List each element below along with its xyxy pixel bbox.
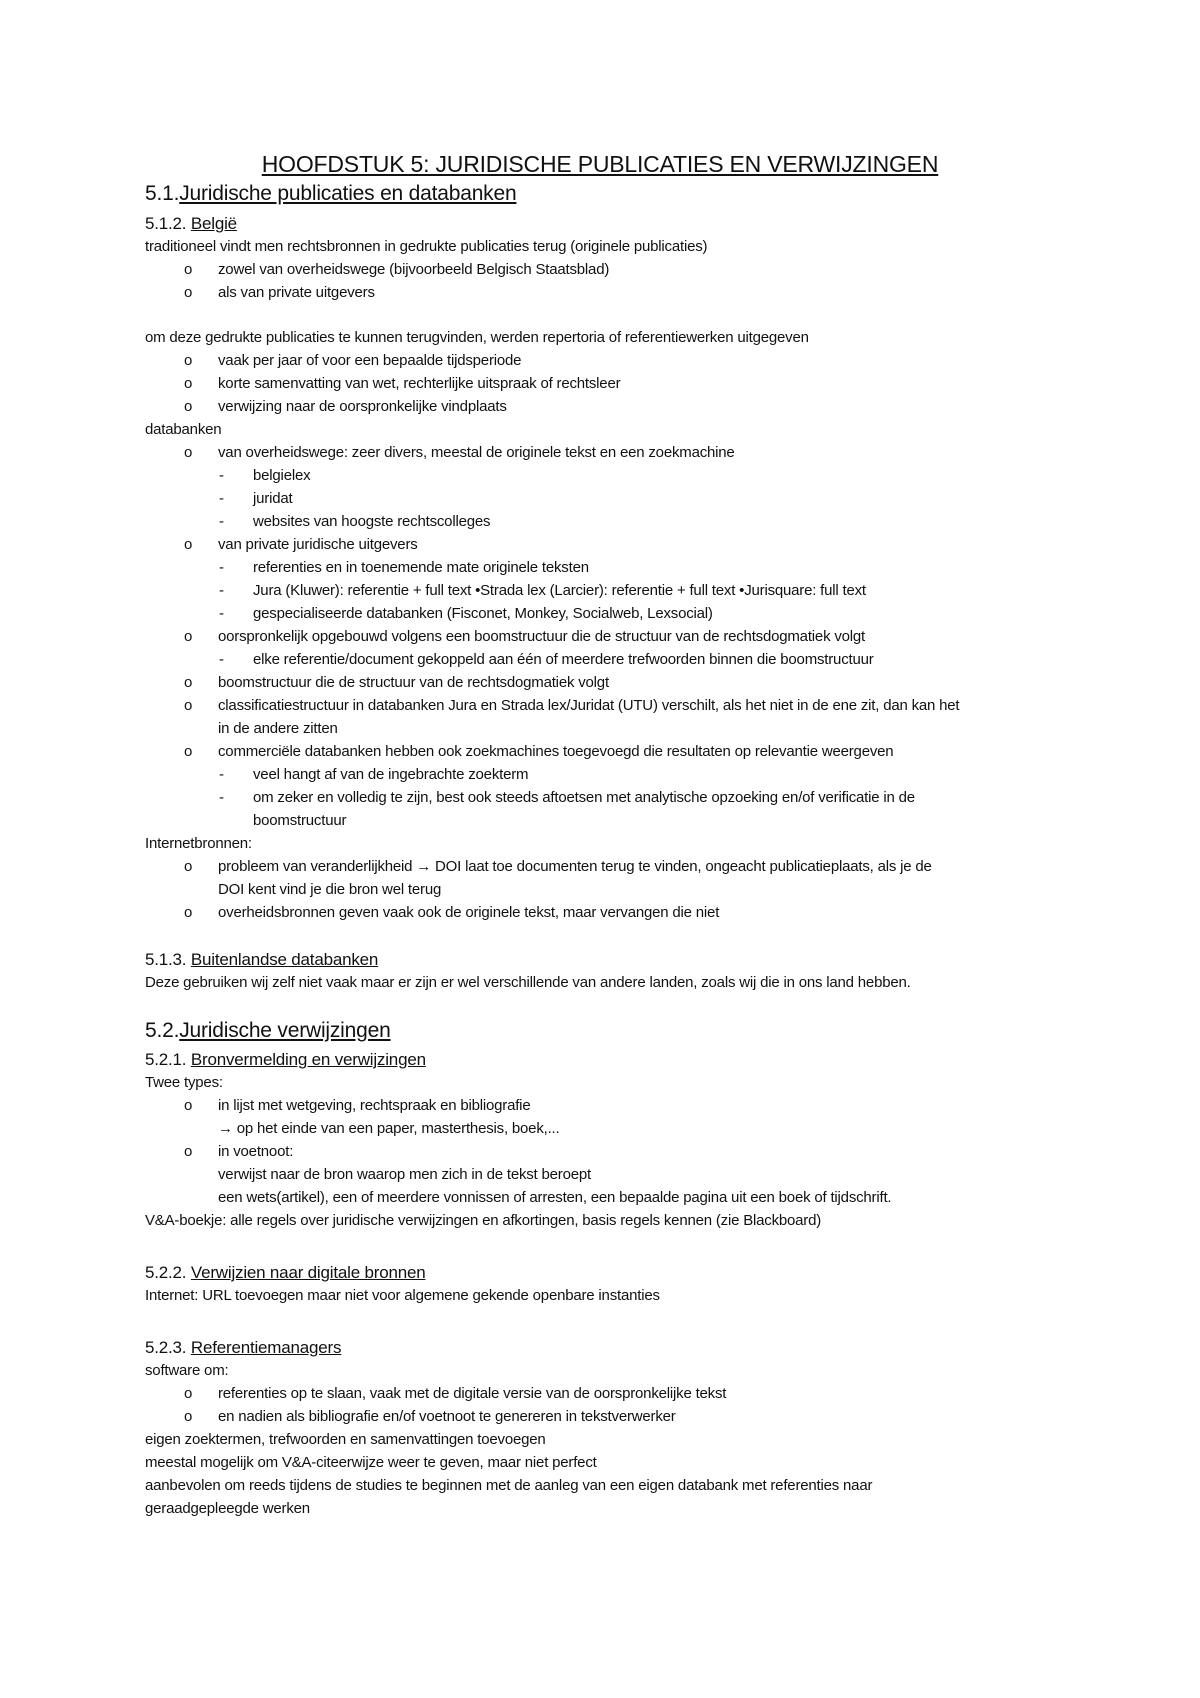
sub-list-item: om zeker en volledig te zijn, best ook steeds aftoetsen met analytische opzoeking en/of verificatie in de [253,789,915,806]
bullet-marker: o [184,904,193,921]
list-item: in lijst met wetgeving, rechtspraak en bibliografie [218,1097,531,1114]
list-item-continuation: een wets(artikel), een of meerdere vonnissen of arresten, een bepaalde pagina uit een boek of tijdschrift. [218,1189,892,1206]
section-title: België [190,214,237,233]
section-title: Buitenlandse databanken [190,950,379,969]
list-item: in voetnoot: [218,1143,294,1160]
paragraph: eigen zoektermen, trefwoorden en samenvattingen toevoegen [145,1431,546,1448]
list-item: probleem van veranderlijkheid → DOI laat toe documenten terug te vinden, ongeacht publicatieplaats, als je de [218,858,932,875]
paragraph: meestal mogelijk om V&A-citeerwijze weer te geven, maar niet perfect [145,1454,597,1471]
section-5-2-1-heading [145,1049,426,1071]
bullet-marker: o [184,1385,193,1402]
list-item: overheidsbronnen geven vaak ook de originele tekst, maar vervangen die niet [218,904,720,921]
list-item: van overheidswege: zeer divers, meestal de originele tekst en een zoekmachine [218,444,735,461]
bullet-marker: o [184,261,193,278]
section-title: Juridische verwijzingen [179,1019,391,1042]
bullet-marker: o [184,1097,193,1114]
section-5-2-heading [145,1018,391,1044]
list-item: als van private uitgevers [218,284,375,301]
section-5-1-heading [145,181,516,207]
dash-marker: - [219,513,224,530]
list-item: commerciële databanken hebben ook zoekmachines toegevoegd die resultaten op relevantie weergeven [218,743,894,760]
list-item-continuation: → op het einde van een paper, masterthesis, boek,... [218,1120,560,1137]
list-item: van private juridische uitgevers [218,536,418,553]
list-item: en nadien als bibliografie en/of voetnoot te genereren in tekstverwerker [218,1408,676,1425]
paragraph: om deze gedrukte publicaties te kunnen terugvinden, werden repertoria of referentiewerken uitgegeven [145,329,809,346]
bullet-marker: o [184,536,193,553]
section-title: Juridische publicaties en databanken [179,182,517,205]
bullet-marker: o [184,398,193,415]
section-title: Bronvermelding en verwijzingen [190,1050,426,1069]
bullet-marker: o [184,1143,193,1160]
sub-list-item: gespecialiseerde databanken (Fisconet, Monkey, Socialweb, Lexsocial) [253,605,713,622]
bullet-marker: o [184,697,193,714]
dash-marker: - [219,490,224,507]
bullet-marker: o [184,375,193,392]
dash-marker: - [219,605,224,622]
paragraph: Internetbronnen: [145,835,252,852]
section-title: Referentiemanagers [190,1338,342,1357]
sub-list-item-continuation: boomstructuur [253,812,347,829]
list-item: classificatiestructuur in databanken Jura en Strada lex/Juridat (UTU) verschilt, als het niet in de ene zit, dan kan het [218,697,960,714]
section-number: 5.2. [145,1019,180,1042]
sub-list-item: Jura (Kluwer): referentie + full text •Strada lex (Larcier): referentie + full text •Jurisquare: full text [253,582,866,599]
list-item: referenties op te slaan, vaak met de digitale versie van de oorspronkelijke tekst [218,1385,727,1402]
list-item: vaak per jaar of voor een bepaalde tijdsperiode [218,352,522,369]
paragraph: aanbevolen om reeds tijdens de studies te beginnen met de aanleg van een eigen databank met referenties naar [145,1477,873,1494]
section-5-1-2-heading [145,213,237,235]
bullet-marker: o [184,743,193,760]
bullet-marker: o [184,674,193,691]
section-number: 5.1.2. [145,214,187,233]
paragraph: geraadgepleegde werken [145,1500,310,1517]
list-item: boomstructuur die de structuur van de rechtsdogmatiek volgt [218,674,609,691]
list-item-continuation: DOI kent vind je die bron wel terug [218,881,442,898]
paragraph: databanken [145,421,222,438]
bullet-marker: o [184,1408,193,1425]
section-title: Verwijzien naar digitale bronnen [190,1263,426,1282]
list-item: verwijzing naar de oorspronkelijke vindplaats [218,398,507,415]
section-5-2-2-heading [145,1262,425,1284]
dash-marker: - [219,467,224,484]
bullet-marker: o [184,444,193,461]
paragraph: Twee types: [145,1074,223,1091]
list-item-continuation: in de andere zitten [218,720,338,737]
paragraph: Internet: URL toevoegen maar niet voor algemene gekende openbare instanties [145,1287,660,1304]
sub-list-item: referenties en in toenemende mate originele teksten [253,559,589,576]
page-title: HOOFDSTUK 5: JURIDISCHE PUBLICATIES EN VERWIJZINGEN [261,151,939,177]
bullet-marker: o [184,284,193,301]
paragraph: Deze gebruiken wij zelf niet vaak maar er zijn er wel verschillende van andere landen, zoals wij die in ons land hebben. [145,974,911,991]
paragraph: V&A-boekje: alle regels over juridische verwijzingen en afkortingen, basis regels kennen (zie Blackboard) [145,1212,822,1229]
list-item-continuation: verwijst naar de bron waarop men zich in de tekst beroept [218,1166,591,1183]
section-number: 5.2.2. [145,1263,187,1282]
sub-list-item: juridat [253,490,293,507]
section-5-2-3-heading [145,1337,341,1359]
section-number: 5.2.3. [145,1338,187,1357]
section-5-1-3-heading [145,949,378,971]
paragraph: software om: [145,1362,229,1379]
section-number: 5.2.1. [145,1050,187,1069]
bullet-marker: o [184,858,193,875]
sub-list-item: veel hangt af van de ingebrachte zoekterm [253,766,529,783]
dash-marker: - [219,559,224,576]
paragraph: traditioneel vindt men rechtsbronnen in gedrukte publicaties terug (originele publicaties) [145,238,708,255]
dash-marker: - [219,651,224,668]
section-number: 5.1.3. [145,950,187,969]
sub-list-item: websites van hoogste rechtscolleges [253,513,491,530]
sub-list-item: belgielex [253,467,311,484]
bullet-marker: o [184,628,193,645]
dash-marker: - [219,582,224,599]
dash-marker: - [219,766,224,783]
sub-list-item: elke referentie/document gekoppeld aan één of meerdere trefwoorden binnen die boomstructuur [253,651,874,668]
list-item: korte samenvatting van wet, rechterlijke uitspraak of rechtsleer [218,375,621,392]
bullet-marker: o [184,352,193,369]
list-item: zowel van overheidswege (bijvoorbeeld Belgisch Staatsblad) [218,261,610,278]
section-number: 5.1. [145,182,180,205]
list-item: oorspronkelijk opgebouwd volgens een boomstructuur die de structuur van de rechtsdogmatiek volgt [218,628,866,645]
dash-marker: - [219,789,224,806]
